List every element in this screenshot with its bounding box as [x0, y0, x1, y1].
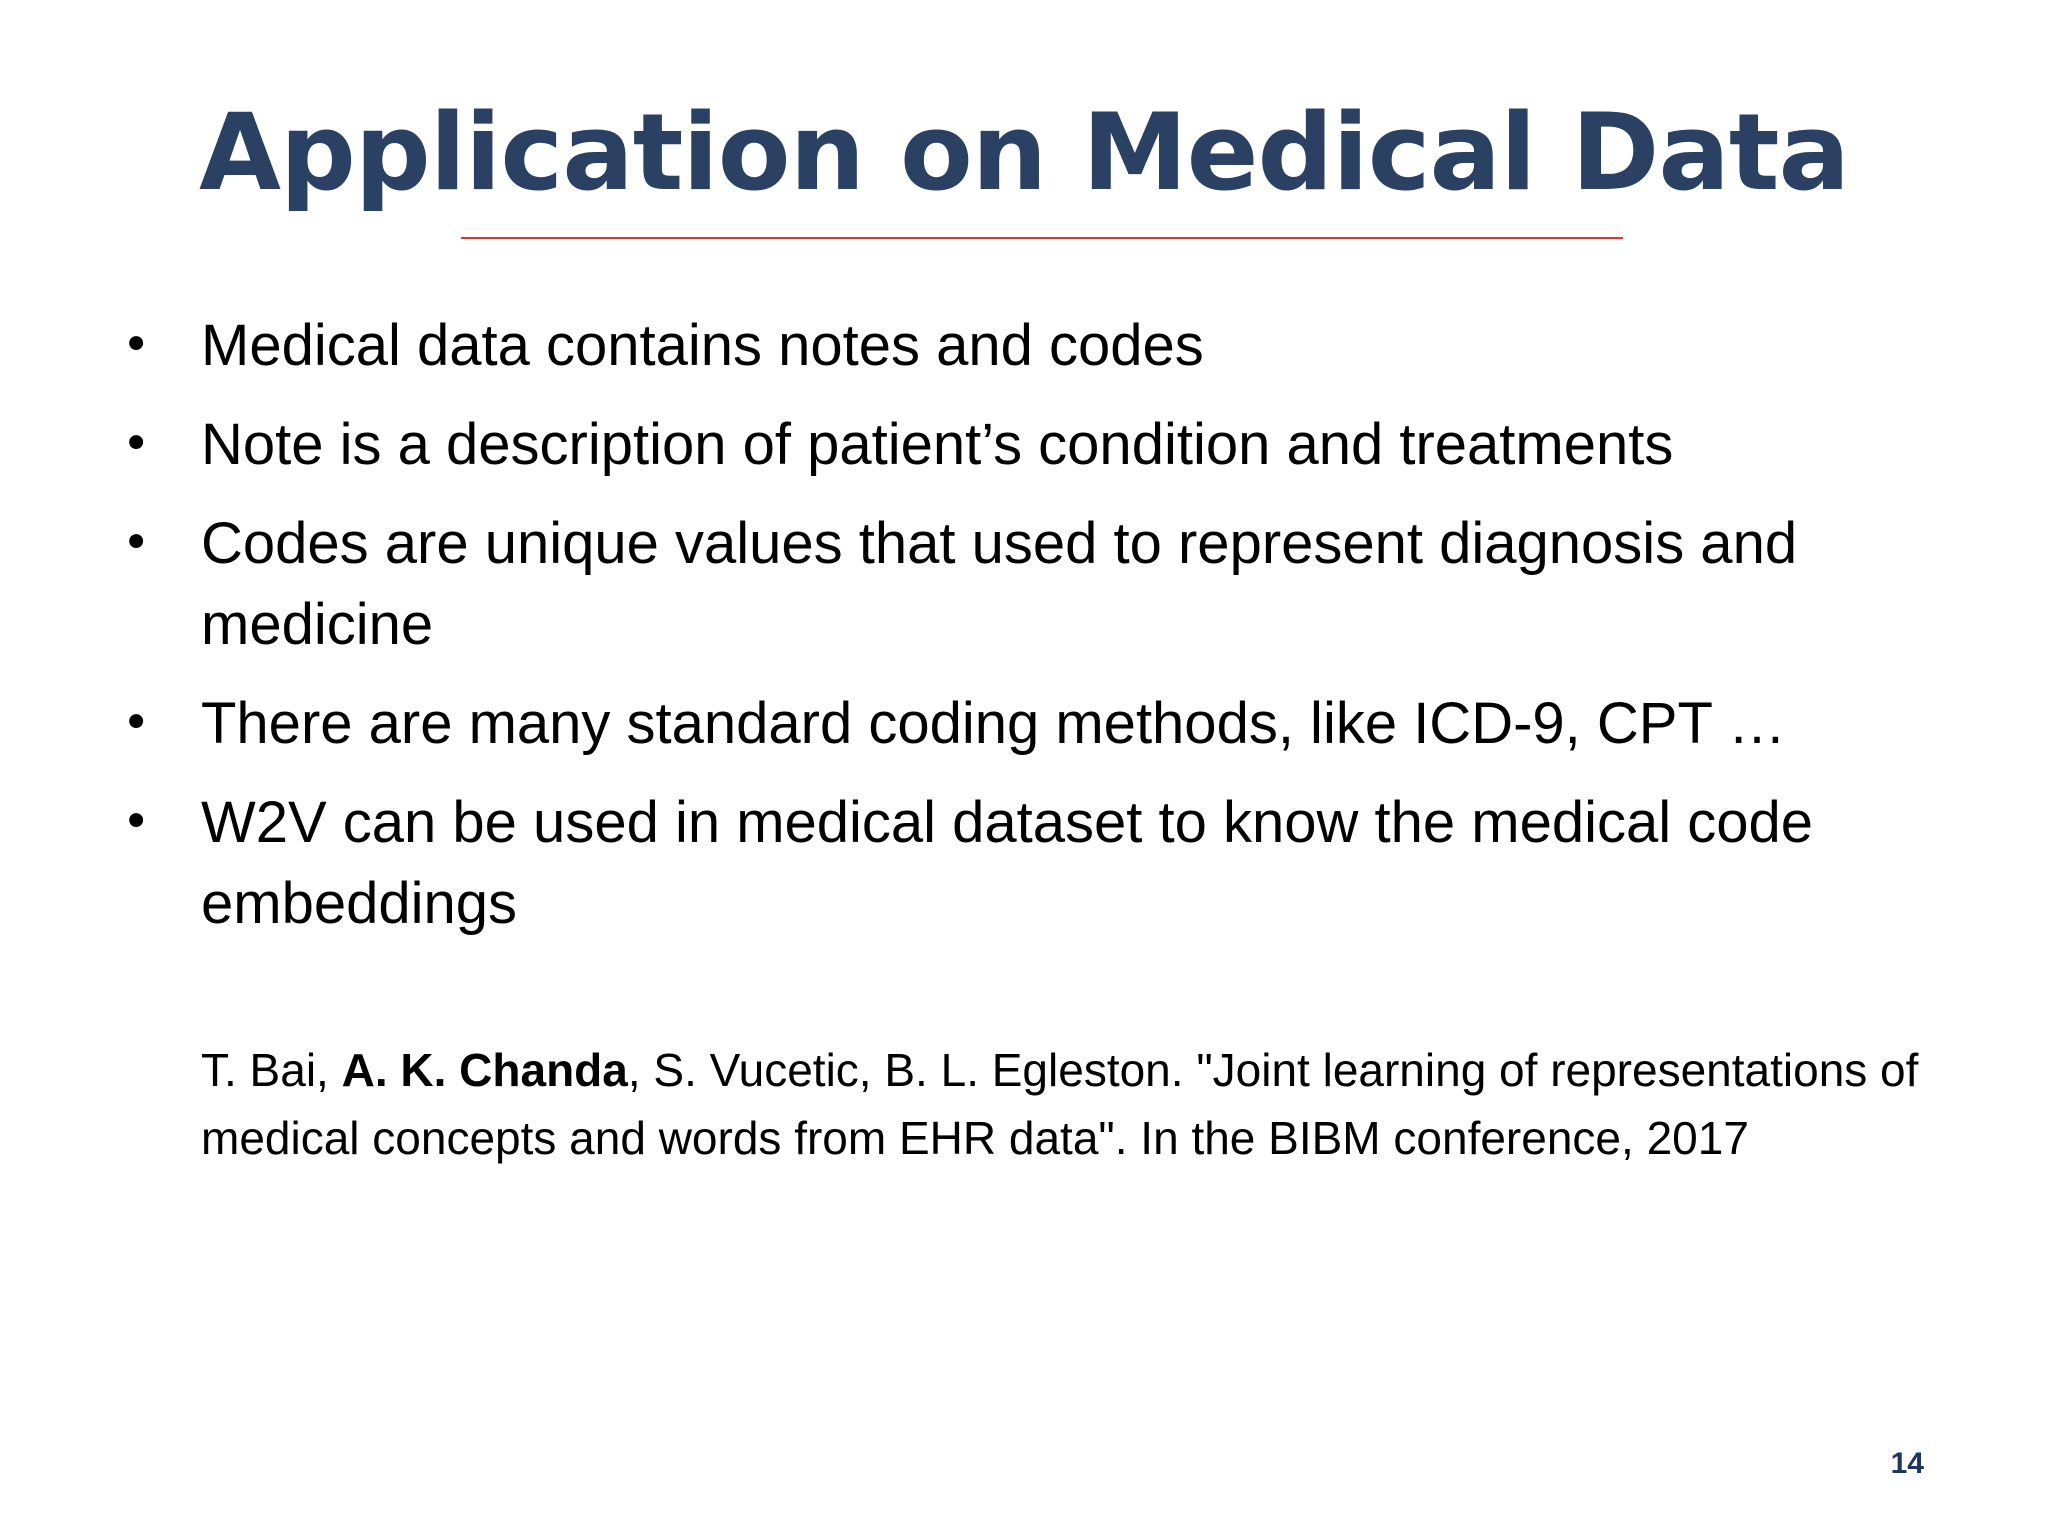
- bullet-item: [122, 503, 1982, 665]
- bullet-icon: •: [122, 515, 151, 571]
- bullet-item: [122, 683, 1982, 764]
- citation-rest: , S. Vucetic, B. L. Egleston. "Joint learning of representations of medical concepts and words from EHR data". In the BIBM conference, 2017: [201, 1044, 1919, 1164]
- citation-reference: [201, 1036, 1981, 1172]
- title-underline: [461, 237, 1623, 239]
- bullet-icon: •: [122, 695, 151, 751]
- bullet-item: [122, 305, 1982, 386]
- bullet-text: There are many standard coding methods, like ICD-9, CPT …: [201, 691, 1786, 756]
- page-number: 14: [1890, 1447, 1924, 1480]
- bullet-item: [122, 404, 1982, 485]
- bullet-text: Codes are unique values that used to represent diagnosis and medicine: [201, 511, 1798, 657]
- citation-highlighted-author: A. K. Chanda: [341, 1044, 628, 1096]
- bullet-text: W2V can be used in medical dataset to know the medical code embeddings: [201, 790, 1814, 936]
- bullet-list: [122, 305, 1982, 962]
- bullet-item: [122, 782, 1982, 944]
- bullet-icon: •: [122, 416, 151, 472]
- bullet-text: Note is a description of patient’s condition and treatments: [201, 412, 1674, 477]
- bullet-icon: •: [122, 794, 151, 850]
- slide-title: Application on Medical Data: [198, 91, 1850, 214]
- bullet-icon: •: [122, 317, 151, 373]
- citation-lead: T. Bai,: [201, 1044, 342, 1096]
- bullet-text: Medical data contains notes and codes: [201, 313, 1204, 378]
